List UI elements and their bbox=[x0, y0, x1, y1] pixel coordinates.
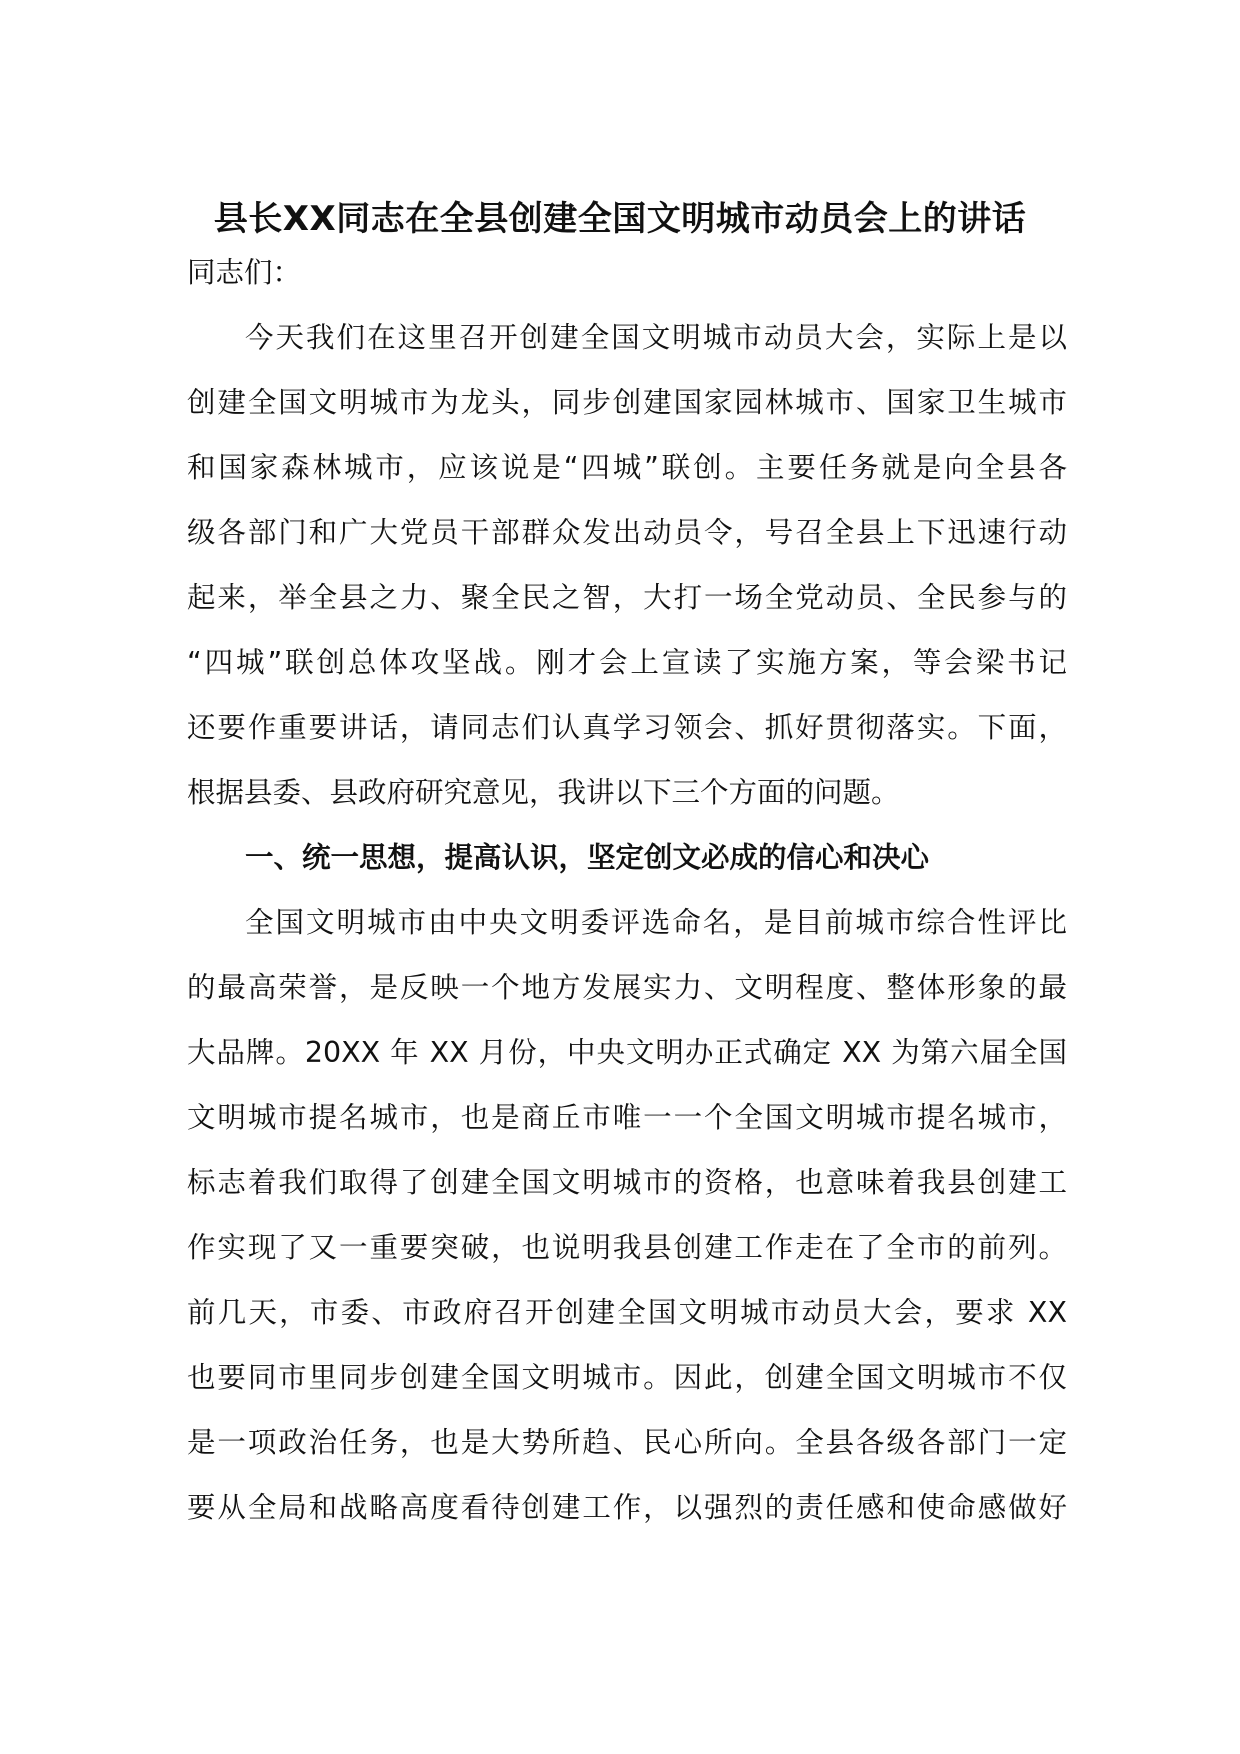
paragraph-1-line: 级各部门和广大党员干部群众发出动员令，号召全县上下迅速行动 bbox=[187, 516, 1067, 549]
paragraph-2-line: 全国文明城市由中央文明委评选命名，是目前城市综合性评比 bbox=[245, 906, 1067, 939]
paragraph-1-line: 还要作重要讲话，请同志们认真学习领会、抓好贯彻落实。下面， bbox=[187, 711, 1067, 744]
paragraph-2-line: 作实现了又一重要突破，也说明我县创建工作走在了全市的前列。 bbox=[187, 1231, 1067, 1264]
paragraph-2-line: 文明城市提名城市，也是商丘市唯一一个全国文明城市提名城市， bbox=[187, 1101, 1067, 1134]
paragraph-1-line: 根据县委、县政府研究意见，我讲以下三个方面的问题。 bbox=[187, 776, 900, 809]
paragraph-1-line: 起来，举全县之力、聚全民之智，大打一场全党动员、全民参与的 bbox=[187, 581, 1067, 614]
paragraph-2-line: 标志着我们取得了创建全国文明城市的资格，也意味着我县创建工 bbox=[187, 1166, 1067, 1199]
document-body bbox=[187, 240, 1067, 1540]
paragraph-2-line: 大品牌。20XX 年 XX 月份，中央文明办正式确定 XX 为第六届全国 bbox=[187, 1036, 1067, 1069]
paragraph-2-line: 要从全局和战略高度看待创建工作，以强烈的责任感和使命感做好 bbox=[187, 1491, 1067, 1524]
paragraph-2-line: 也要同市里同步创建全国文明城市。因此，创建全国文明城市不仅 bbox=[187, 1361, 1067, 1394]
paragraph-1-line: 和国家森林城市，应该说是“四城”联创。主要任务就是向全县各 bbox=[187, 451, 1067, 484]
section-1-heading: 一、统一思想，提高认识，坚定创文必成的信心和决心 bbox=[245, 841, 930, 874]
paragraph-1-line: 创建全国文明城市为龙头，同步创建国家园林城市、国家卫生城市 bbox=[187, 386, 1067, 419]
document-title: 县长XX同志在全县创建全国文明城市动员会上的讲话 bbox=[213, 199, 1027, 239]
paragraph-1-line: 今天我们在这里召开创建全国文明城市动员大会，实际上是以 bbox=[245, 321, 1067, 354]
paragraph-2-line: 是一项政治任务，也是大势所趋、民心所向。全县各级各部门一定 bbox=[187, 1426, 1067, 1459]
salutation: 同志们： bbox=[187, 256, 302, 289]
paragraph-2-line: 的最高荣誉，是反映一个地方发展实力、文明程度、整体形象的最 bbox=[187, 971, 1067, 1004]
paragraph-1-line: “四城”联创总体攻坚战。刚才会上宣读了实施方案，等会梁书记 bbox=[187, 646, 1067, 679]
paragraph-2-line: 前几天，市委、市政府召开创建全国文明城市动员大会，要求 XX bbox=[187, 1296, 1067, 1329]
